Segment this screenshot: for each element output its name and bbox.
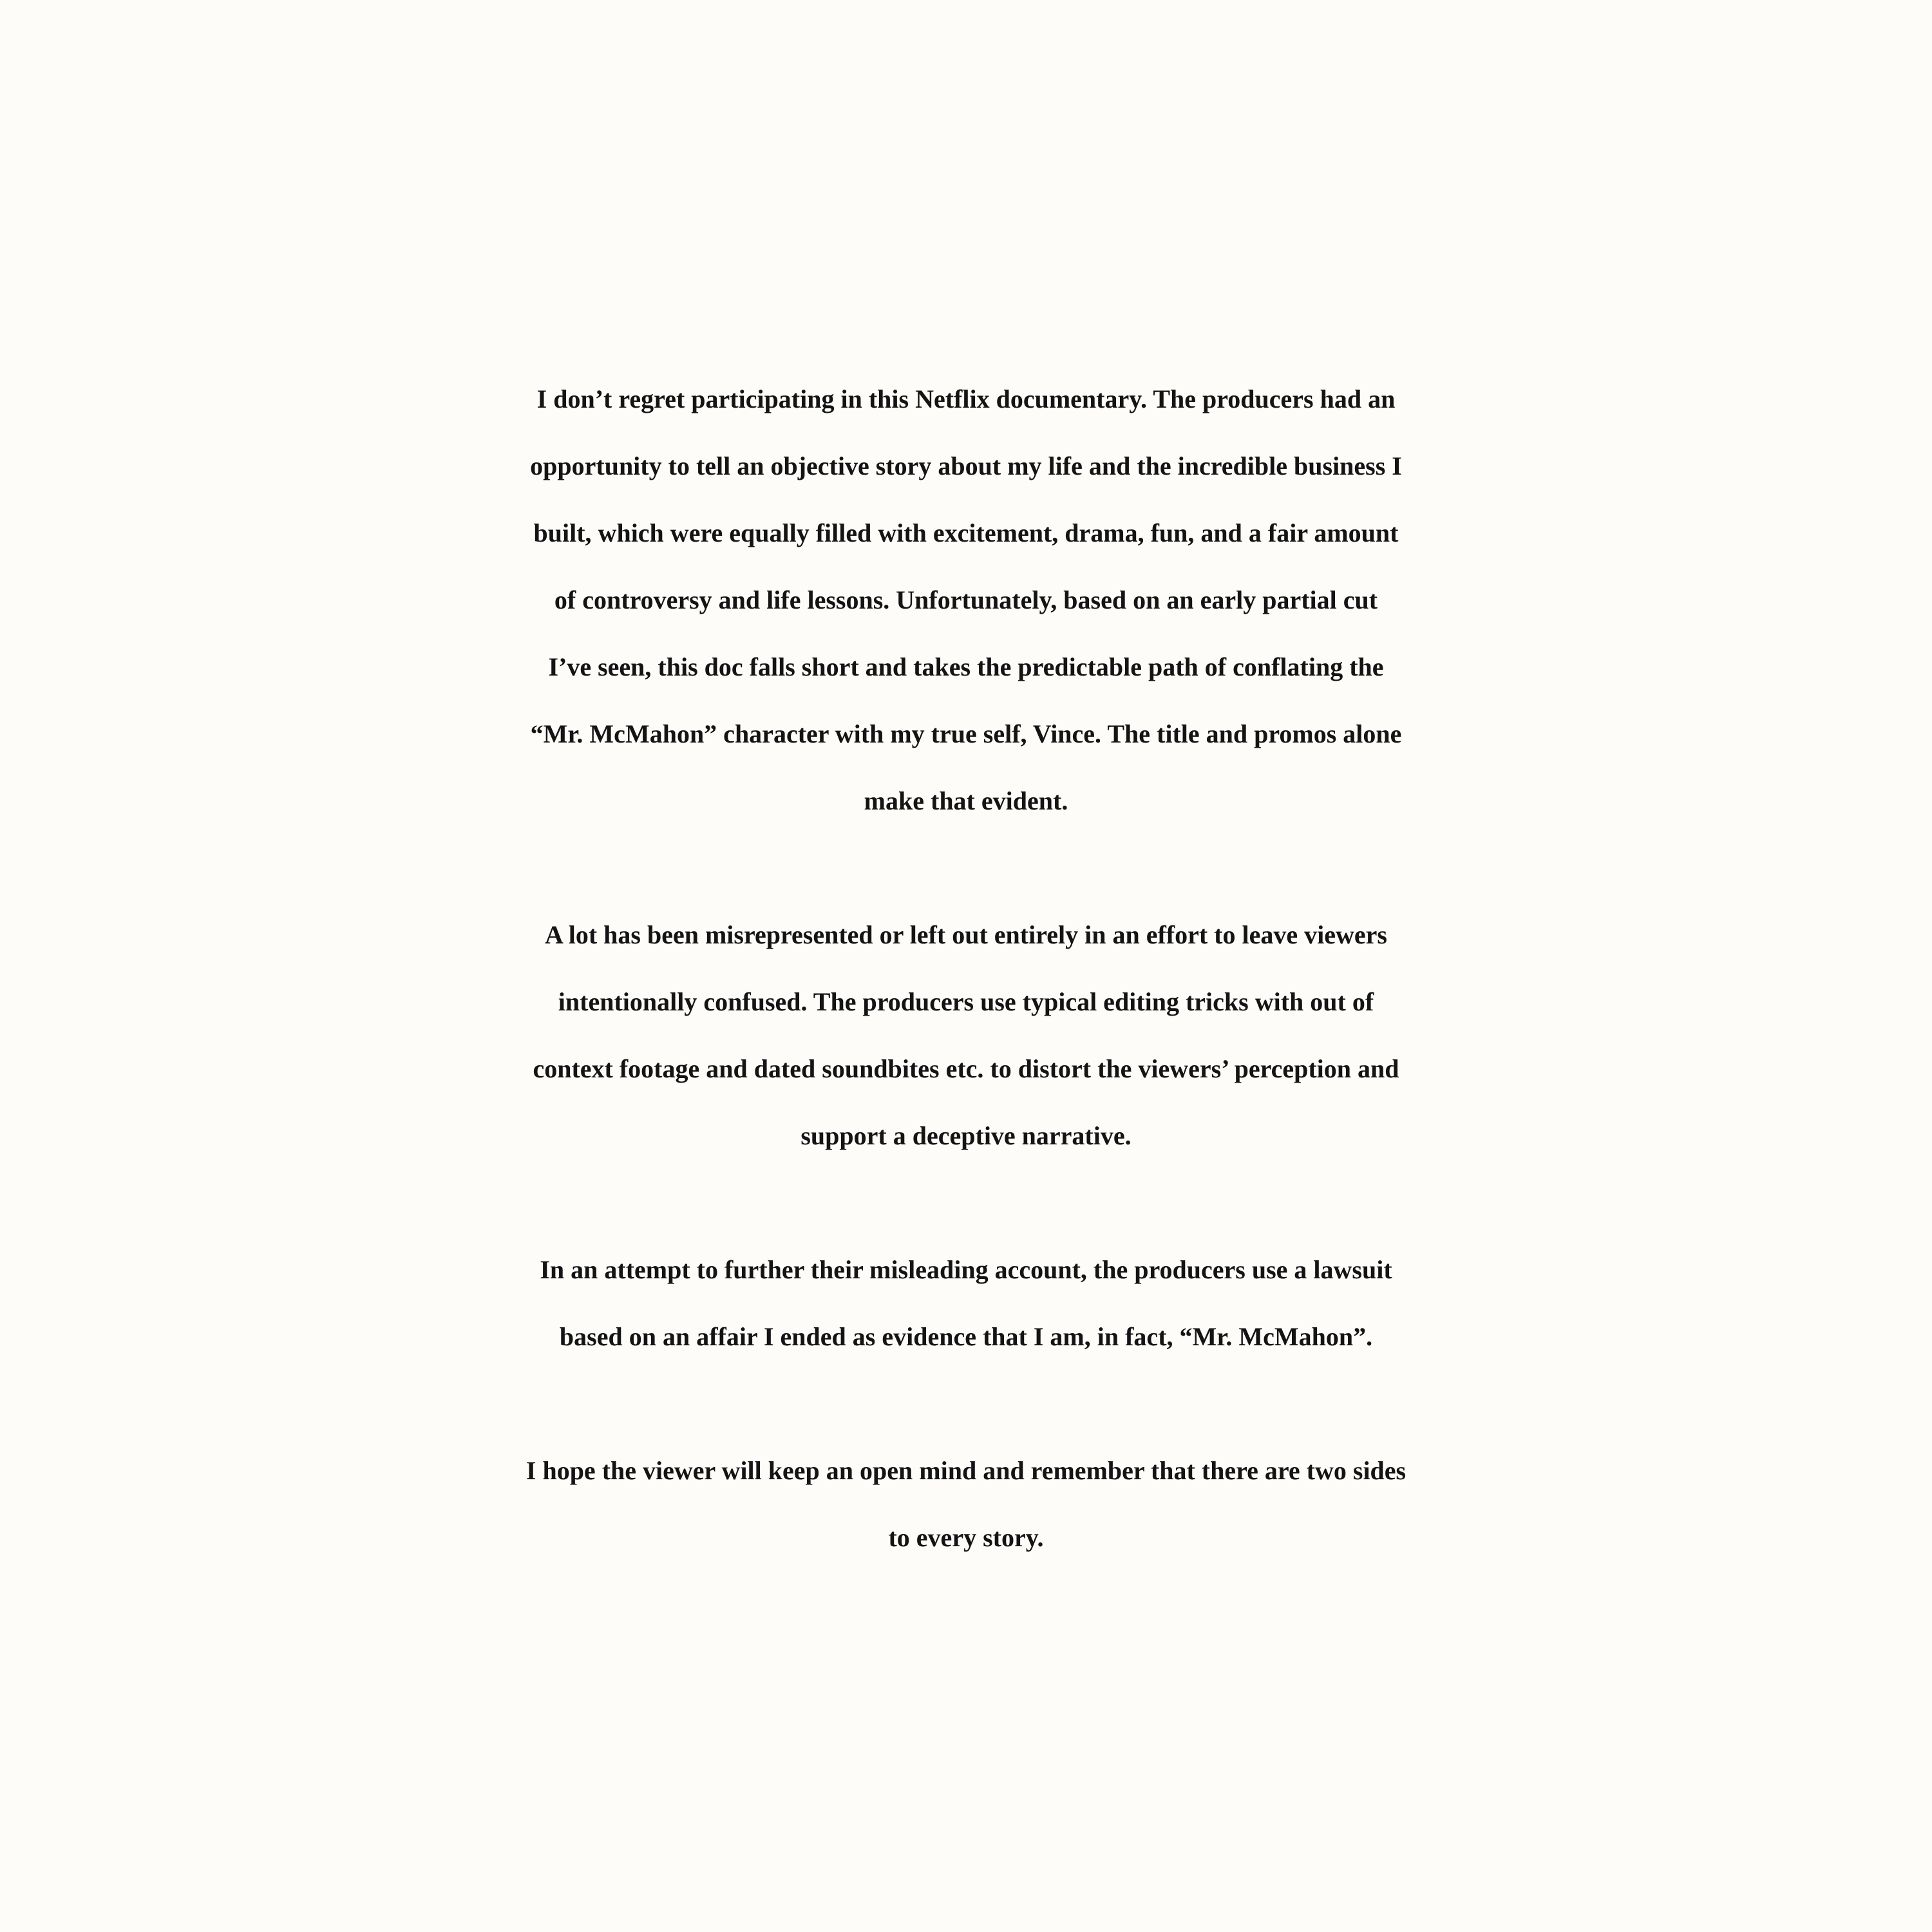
text-line: of controversy and life lessons. Unfortunately, based on an early partial cut	[554, 585, 1378, 614]
text-line: make that evident.	[864, 786, 1068, 815]
paragraph-1	[0, 366, 1932, 835]
paragraph-3	[0, 1236, 1932, 1370]
text-line: context footage and dated soundbites etc. to distort the viewers’ perception and	[533, 1054, 1399, 1083]
text-line: to every story.	[888, 1523, 1044, 1552]
statement-text	[0, 366, 1932, 1571]
text-line: “Mr. McMahon” character with my true self, Vince. The title and promos alone	[530, 719, 1402, 748]
paragraph-2	[0, 902, 1932, 1170]
text-line: In an attempt to further their misleading account, the producers use a lawsuit	[540, 1255, 1392, 1284]
text-line: intentionally confused. The producers use typical editing tricks with out of	[558, 987, 1374, 1016]
text-line: built, which were equally filled with excitement, drama, fun, and a fair amount	[533, 518, 1399, 547]
text-line: opportunity to tell an objective story about my life and the incredible business I	[530, 451, 1402, 480]
text-line: support a deceptive narrative.	[800, 1121, 1132, 1150]
text-line: I hope the viewer will keep an open mind and remember that there are two sides	[526, 1456, 1406, 1485]
text-line: based on an affair I ended as evidence that I am, in fact, “Mr. McMahon”.	[559, 1322, 1373, 1351]
text-line: A lot has been misrepresented or left out entirely in an effort to leave viewers	[545, 920, 1387, 949]
text-line: I don’t regret participating in this Netflix documentary. The producers had an	[536, 384, 1396, 413]
paragraph-4	[0, 1437, 1932, 1571]
text-line: I’ve seen, this doc falls short and takes the predictable path of conflating the	[548, 652, 1384, 681]
